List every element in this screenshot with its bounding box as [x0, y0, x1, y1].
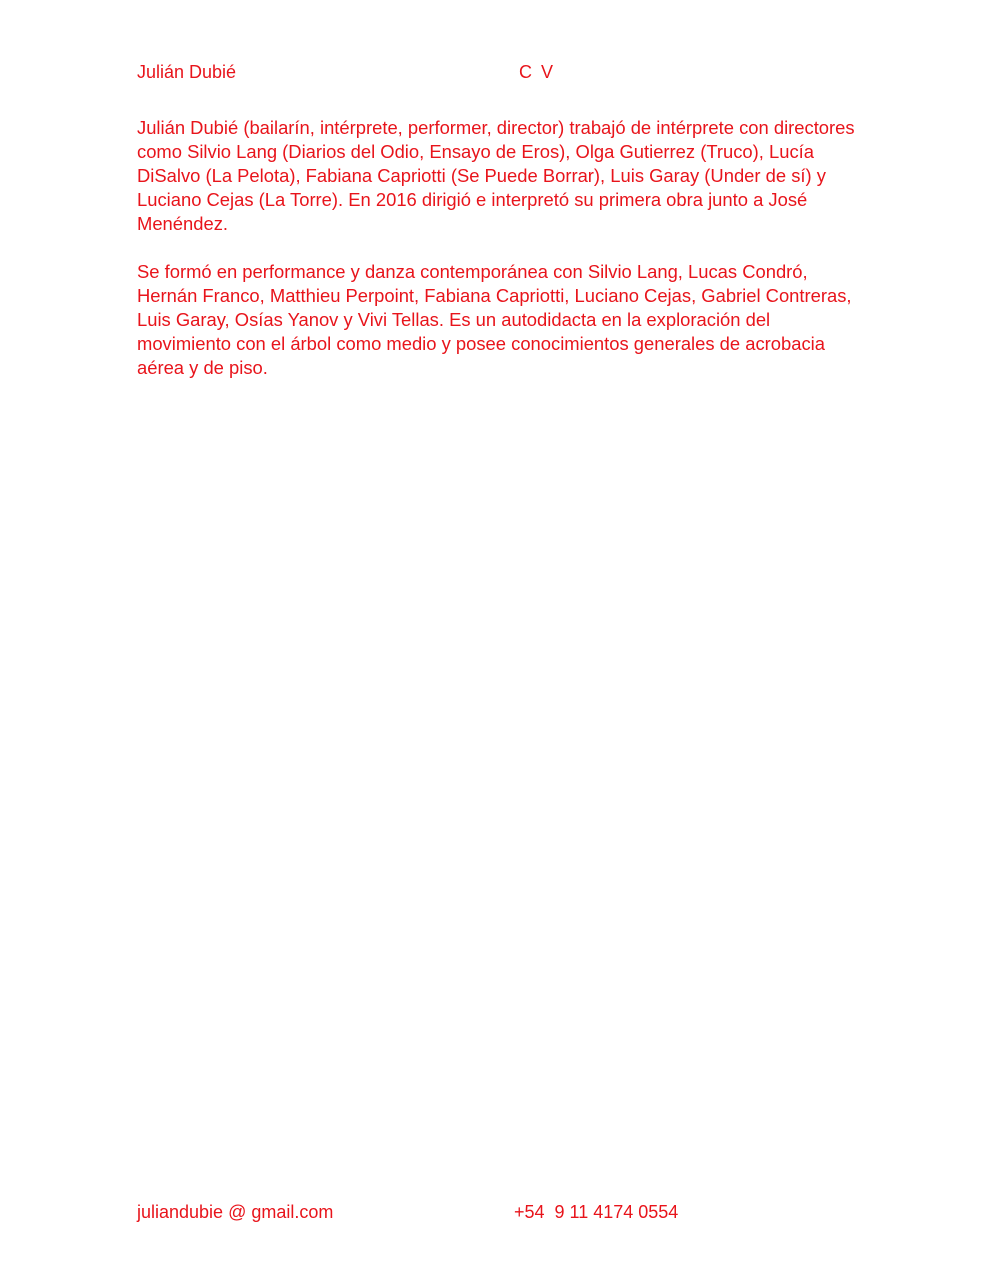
- author-name: Julián Dubié: [137, 62, 237, 82]
- page-footer: [137, 1200, 857, 1224]
- contact-phone: +54 9 11 4174 0554: [514, 1202, 679, 1222]
- bio-text: [137, 116, 867, 404]
- bio-paragraph-work: Julián Dubié (bailarín, intérprete, performer, director) trabajó de intérprete con directores como Silvio Lang (Diarios del Odio, Ensayo de Eros), Olga Gutierrez (Truco), Lucía DiSalvo (La Pelota), Fabiana Capriotti (Se Puede Borrar), Luis Garay (Under de sí) y Luciano Cejas (La Torre). En 2016 dirigió e interpretó su primera obra junto a José Menéndez.: [137, 117, 855, 234]
- bio-paragraph-training: Se formó en performance y danza contemporánea con Silvio Lang, Lucas Condró, Hernán Franco, Matthieu Perpoint, Fabiana Capriotti, Luciano Cejas, Gabriel Contreras, Luis Garay, Osías Yanov y Vivi Tellas. Es un autodidacta en la exploración del movimiento con el árbol como medio y posee conocimientos generales de acrobacia aérea y de piso.: [137, 261, 852, 378]
- page-header: [137, 60, 857, 84]
- contact-email: juliandubie @ gmail.com: [137, 1202, 334, 1222]
- document-label: C V: [519, 62, 556, 82]
